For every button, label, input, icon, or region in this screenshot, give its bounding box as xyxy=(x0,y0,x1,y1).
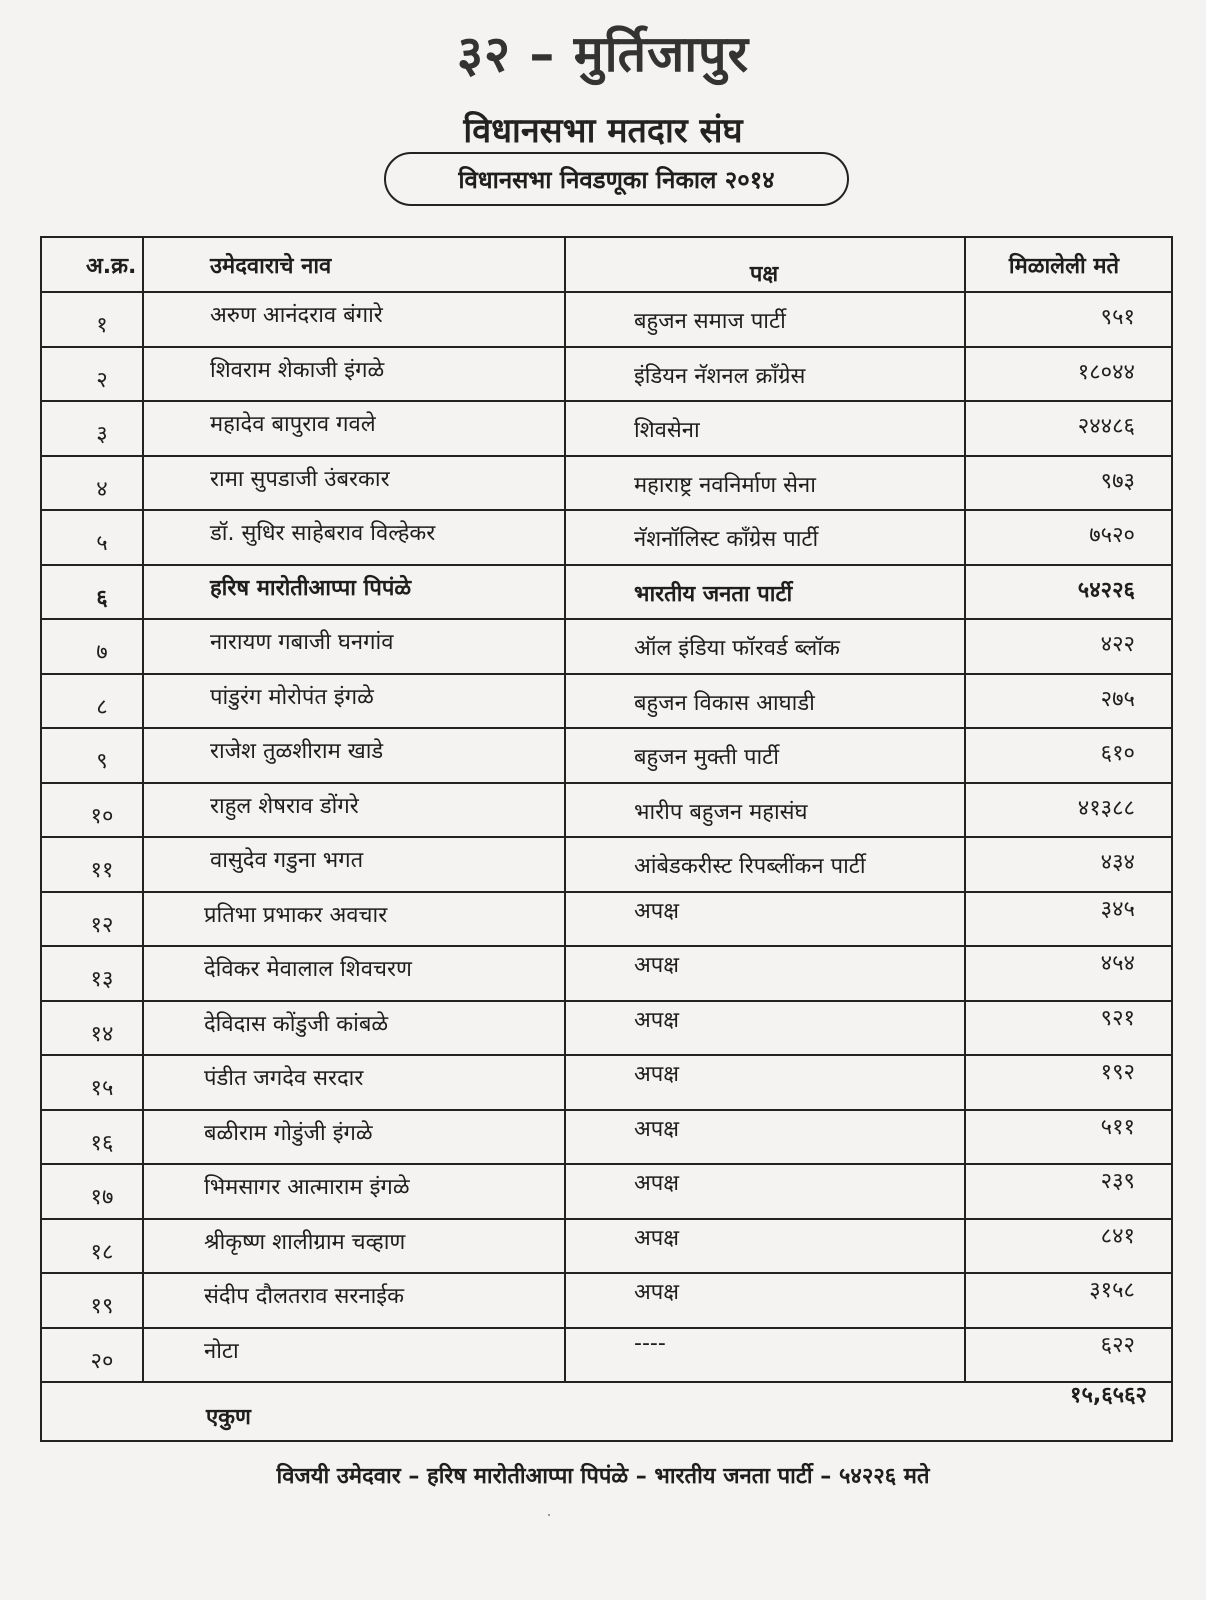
row-serial: ४ xyxy=(96,476,108,502)
party-name: बहुजन मुक्ती पार्टी xyxy=(634,745,779,770)
table-row xyxy=(42,400,1171,455)
scan-speck xyxy=(548,1514,550,1516)
row-serial: ११ xyxy=(90,858,114,883)
total-label: एकुण xyxy=(206,1405,251,1430)
vote-count: १८०४४ xyxy=(1077,359,1135,385)
candidate-name: नारायण गबाजी घनगांव xyxy=(210,630,394,655)
candidate-name: राजेश तुळशीराम खाडे xyxy=(210,739,384,764)
vote-count: २३९ xyxy=(1100,1169,1135,1194)
table-row xyxy=(42,782,1171,837)
candidate-name: नोटा xyxy=(204,1338,239,1364)
table-row xyxy=(42,891,1171,946)
candidate-name: शिवराम शेकाजी इंगळे xyxy=(210,357,385,383)
row-serial: १५ xyxy=(90,1076,114,1101)
vote-count: ६२२ xyxy=(1100,1332,1135,1358)
party-name: अपक्ष xyxy=(634,1225,680,1251)
row-serial: २ xyxy=(96,367,108,393)
row-serial: १२ xyxy=(90,912,114,938)
table-row xyxy=(42,673,1171,728)
table-row xyxy=(42,727,1171,782)
vote-count: ९२१ xyxy=(1100,1005,1135,1031)
vote-count: १९२ xyxy=(1100,1060,1135,1085)
vote-count: ४३४ xyxy=(1100,850,1135,875)
party-name: भारीप बहुजन महासंघ xyxy=(634,799,808,825)
page-subtitle: विधानसभा मतदार संघ xyxy=(463,111,743,151)
party-name: बहुजन विकास आघाडी xyxy=(634,690,815,716)
vote-count: ७५२० xyxy=(1089,523,1135,548)
table-row xyxy=(42,1218,1171,1273)
candidate-name: डॉ. सुधिर साहेबराव विल्हेकर xyxy=(210,521,436,546)
party-name: नॅशनॉलिस्ट कॉंग्रेस पार्टी xyxy=(634,527,819,552)
vote-count: ९७३ xyxy=(1100,468,1135,494)
row-serial: ८ xyxy=(96,694,108,720)
row-serial: ३ xyxy=(96,422,108,447)
party-name: अपक्ष xyxy=(634,1116,680,1142)
table-row xyxy=(42,618,1171,673)
row-serial: २० xyxy=(90,1348,114,1374)
vote-count: ४५४ xyxy=(1100,951,1135,976)
table-row xyxy=(42,509,1171,564)
row-serial: ९ xyxy=(96,749,108,774)
party-name: आंबेडकरीस्ट रिपब्लींकन पार्टी xyxy=(634,854,866,879)
row-serial: ५ xyxy=(96,531,108,556)
party-name: महाराष्ट्र नवनिर्माण सेना xyxy=(634,472,816,498)
party-name: अपक्ष xyxy=(634,1280,680,1305)
column-header: अ.क्र. xyxy=(86,254,137,279)
party-name: अपक्ष xyxy=(634,1171,680,1196)
table-row xyxy=(42,945,1171,1000)
result-label-text: विधानसभा निवडणूका निकाल २०१४ xyxy=(458,165,775,194)
row-serial: १४ xyxy=(90,1021,114,1047)
vote-count: २४४८६ xyxy=(1077,414,1135,439)
row-serial: १० xyxy=(90,803,114,829)
row-serial: १ xyxy=(96,313,108,338)
vote-count: ८४१ xyxy=(1100,1223,1135,1249)
vote-count: ४२२ xyxy=(1100,632,1135,657)
candidate-name: देविदास कोंडुजी कांबळे xyxy=(204,1011,389,1037)
party-name: बहुजन समाज पार्टी xyxy=(634,309,786,334)
vote-count: ४१३८८ xyxy=(1077,795,1135,821)
candidate-name: श्रीकृष्ण शालीग्राम चव्हाण xyxy=(204,1229,406,1255)
candidate-name: रामा सुपडाजी उंबरकार xyxy=(210,466,390,492)
candidate-name: प्रतिभा प्रभाकर अवचार xyxy=(204,902,388,928)
party-name: ---- xyxy=(634,1330,666,1356)
column-header: पक्ष xyxy=(749,262,779,287)
table-row xyxy=(42,564,1171,619)
row-serial: १७ xyxy=(90,1185,114,1210)
party-name: शिवसेना xyxy=(634,418,700,443)
candidate-name: पंडीत जगदेव सरदार xyxy=(204,1066,364,1091)
party-name: इंडियन नॅशनल क्राँग्रेस xyxy=(634,363,806,389)
candidate-name: भिमसागर आत्माराम इंगळे xyxy=(204,1175,410,1200)
table-row xyxy=(42,1272,1171,1327)
row-serial: १८ xyxy=(90,1239,114,1265)
results-table xyxy=(40,236,1173,1442)
party-name: अपक्ष xyxy=(634,1062,680,1087)
table-row xyxy=(42,1054,1171,1109)
candidate-name: संदीप दौलतराव सरनाईक xyxy=(204,1284,404,1309)
candidate-name: हरिष मारोतीआप्पा पिपंळे xyxy=(210,575,412,601)
row-serial: १६ xyxy=(90,1130,114,1156)
row-divider xyxy=(42,1381,1171,1383)
table-row xyxy=(42,291,1171,346)
candidate-name: महादेव बापुराव गवले xyxy=(210,412,376,437)
candidate-name: राहुल शेषराव डोंगरे xyxy=(210,793,359,819)
party-name: अपक्ष xyxy=(634,898,680,924)
winner-line: विजयी उमेदवार – हरिष मारोतीआप्पा पिपंळे – भारतीय जनता पार्टी – ५४२२६ मते xyxy=(276,1464,930,1489)
vote-count: ५४२२६ xyxy=(1077,577,1135,603)
column-header: मिळालेली मते xyxy=(1008,254,1120,279)
table-row xyxy=(42,1109,1171,1164)
party-name: अपक्ष xyxy=(634,1007,680,1033)
row-serial: १३ xyxy=(90,967,114,992)
row-serial: ७ xyxy=(96,640,108,665)
candidate-name: पांडुरंग मोरोपंत इंगळे xyxy=(210,684,374,710)
candidate-name: अरुण आनंदराव बंगारे xyxy=(210,303,383,328)
page-title: ३२ – मुर्तिजापुर xyxy=(456,25,750,83)
column-header: उमेदवाराचे नाव xyxy=(210,254,332,279)
table-row xyxy=(42,346,1171,401)
party-name: अपक्ष xyxy=(634,953,680,978)
vote-count: ३४५ xyxy=(1100,896,1135,922)
party-name: भारतीय जनता पार्टी xyxy=(634,581,793,607)
vote-count: २७५ xyxy=(1100,686,1135,712)
candidate-name: बळीराम गोडुंजी इंगळे xyxy=(204,1120,373,1146)
party-name: ऑल इंडिया फॉरवर्ड ब्लॉक xyxy=(634,636,840,661)
row-serial: ६ xyxy=(96,585,108,611)
vote-count: ६१० xyxy=(1100,741,1135,766)
total-value: १५,६५६२ xyxy=(1070,1383,1147,1408)
candidate-name: देविकर मेवालाल शिवचरण xyxy=(204,957,412,982)
candidate-name: वासुदेव गडुना भगत xyxy=(210,848,364,873)
vote-count: ३१५८ xyxy=(1089,1278,1135,1303)
vote-count: ५११ xyxy=(1100,1114,1135,1140)
table-row xyxy=(42,1163,1171,1218)
table-row xyxy=(42,1327,1171,1382)
table-row xyxy=(42,836,1171,891)
row-serial: १९ xyxy=(90,1294,114,1319)
table-row xyxy=(42,1000,1171,1055)
vote-count: ९५१ xyxy=(1100,305,1135,330)
result-label xyxy=(384,152,849,206)
table-row xyxy=(42,455,1171,510)
